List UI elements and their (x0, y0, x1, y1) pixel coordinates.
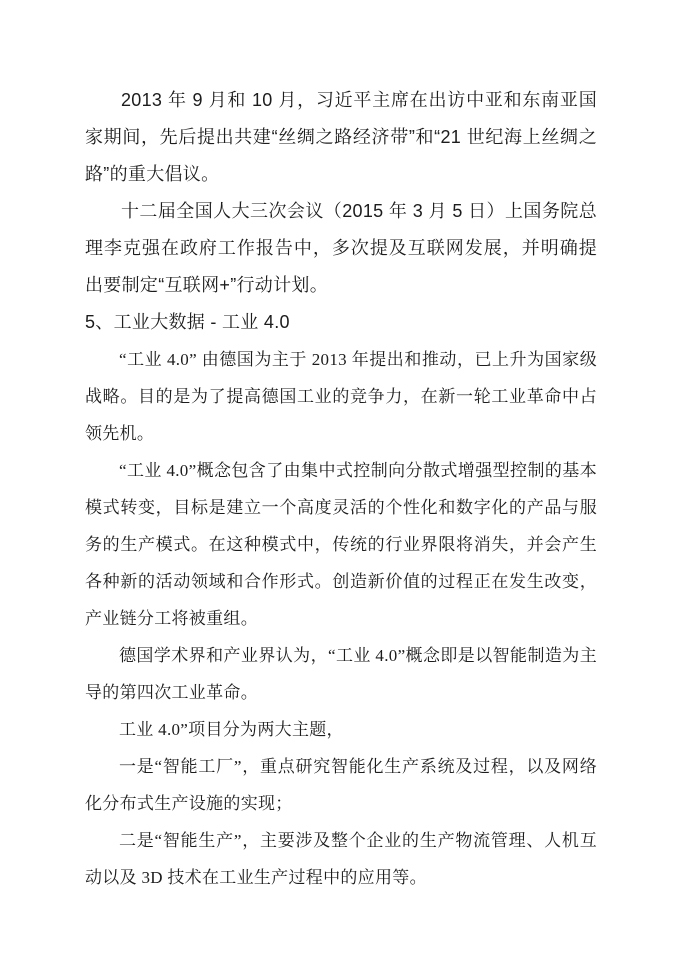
paragraph-theme-smart-factory: 一是“智能工厂”，重点研究智能化生产系统及过程，以及网络化分布式生产设施的实现； (85, 757, 597, 813)
paragraph-fourth-industrial-revolution: 德国学术界和产业界认为，“工业 4.0”概念即是以智能制造为主导的第四次工业革命。 (85, 646, 597, 702)
paragraph-silk-road-initiative: 2013 年 9 月和 10 月，习近平主席在出访中亚和东南亚国家期间，先后提出共建“丝绸之路经济带”和“21 世纪海上丝绸之路”的重大倡议。 (85, 90, 597, 184)
paragraph-two-themes-intro: 工业 4.0”项目分为两大主题， (119, 720, 344, 739)
section-heading-industrial-big-data: 5、工业大数据 - 工业 4.0 (85, 312, 290, 332)
paragraph-theme-smart-production: 二是“智能生产”，主要涉及整个企业的生产物流管理、人机互动以及 3D 技术在工业生产过程中的应用等。 (85, 831, 597, 887)
paragraph-industry40-concept: “工业 4.0”概念包含了由集中式控制向分散式增强型控制的基本模式转变，目标是建立一个高度灵活的个性化和数字化的产品与服务的生产模式。在这种模式中，传统的行业界限将消失，并会产生各种新的活动领域和合作形式。创造新价值的过程正在发生改变，产业链分工将被重组。 (85, 461, 597, 628)
paragraph-industry40-origin: “工业 4.0” 由德国为主于 2013 年提出和推动，已上升为国家级战略。目的是为了提高德国工业的竞争力，在新一轮工业革命中占领先机。 (85, 350, 597, 443)
paragraph-npc-internet-plus: 十二届全国人大三次会议（2015 年 3 月 5 日）上国务院总理李克强在政府工作报告中，多次提及互联网发展，并明确提出要制定“互联网+”行动计划。 (85, 201, 597, 295)
